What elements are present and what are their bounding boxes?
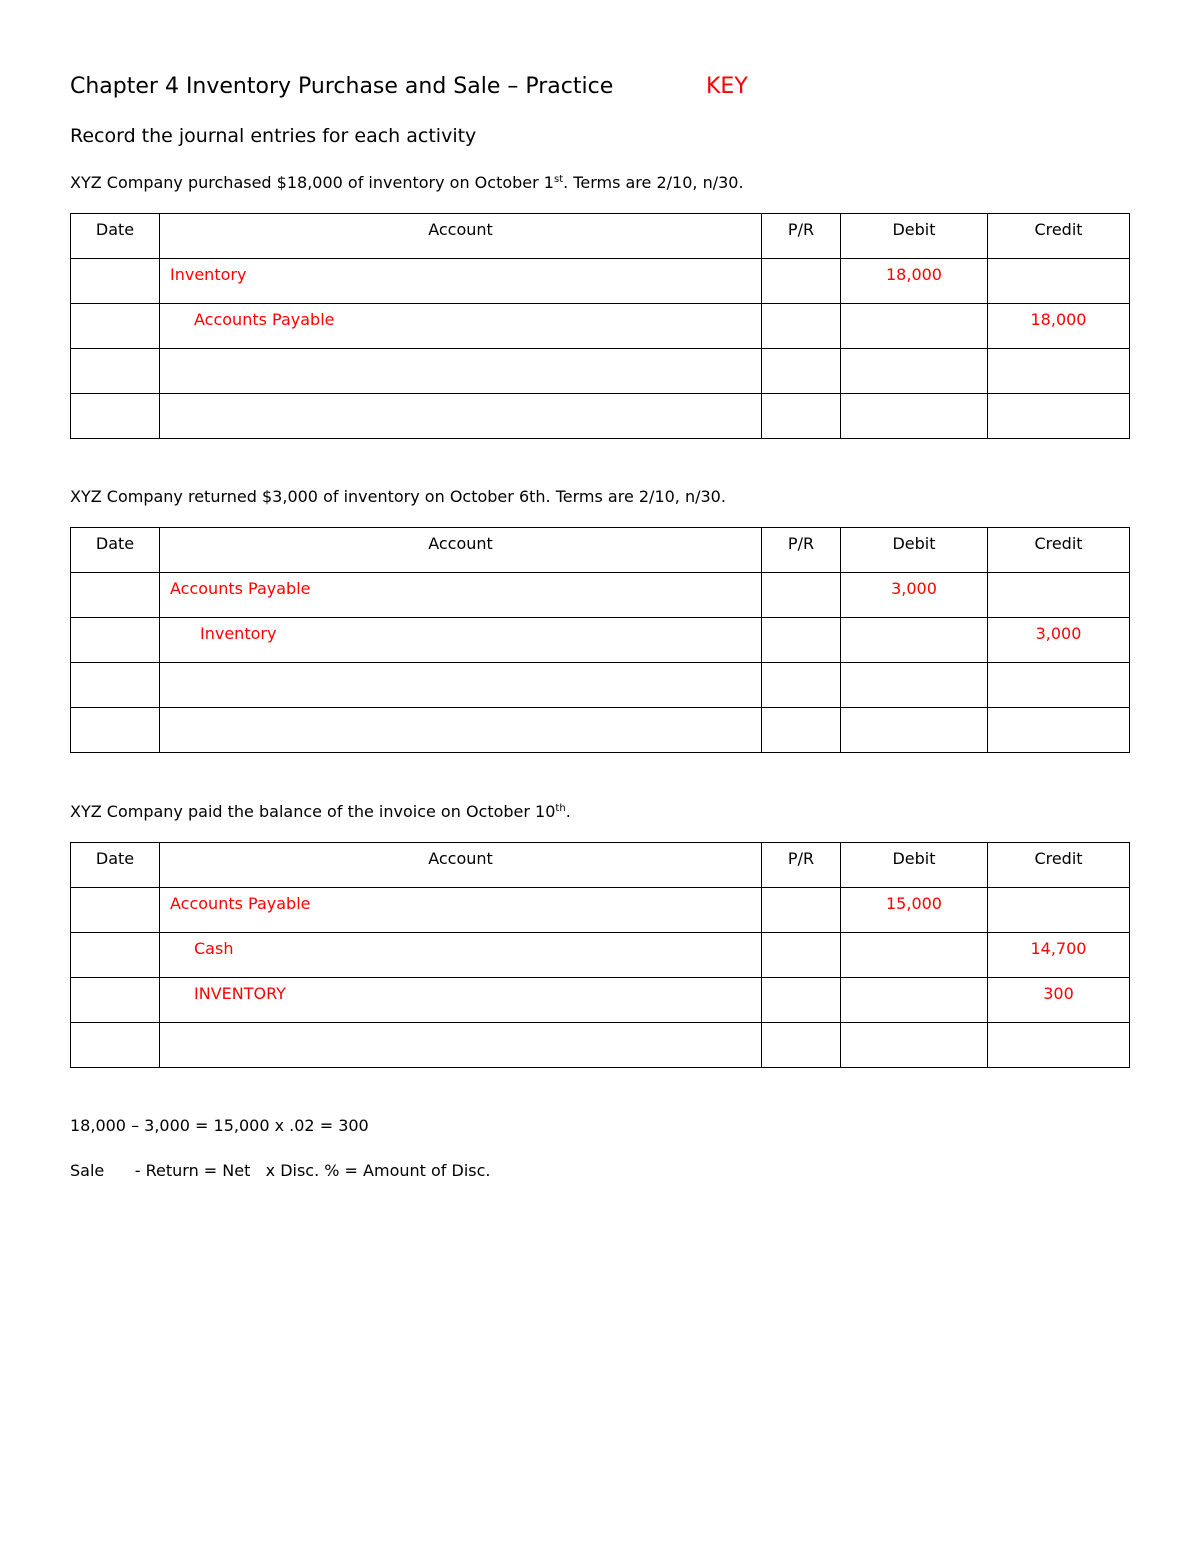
journal-table-1 [70,213,1130,439]
debit-cell [841,304,988,349]
table-row [71,618,1130,663]
account-cell [160,1023,762,1068]
column-header-pr: P/R [762,214,841,259]
credit-cell: 3,000 [988,618,1130,663]
table-row [71,708,1130,753]
debit-cell [841,1023,988,1068]
account-cell: Accounts Payable [160,888,762,933]
debit-cell: 15,000 [841,888,988,933]
entry-2-prompt: XYZ Company returned $3,000 of inventory on October 6th. Terms are 2/10, n/30. [70,487,726,506]
pr-cell [762,349,841,394]
pr-cell [762,708,841,753]
column-header-account: Account [160,843,762,888]
credit-cell [988,888,1130,933]
account-cell: Cash [160,933,762,978]
pr-cell [762,259,841,304]
table-row [71,259,1130,304]
pr-cell [762,304,841,349]
pr-cell [762,618,841,663]
debit-cell: 18,000 [841,259,988,304]
instructions: Record the journal entries for each activity [70,125,477,147]
column-header-credit: Credit [988,214,1130,259]
journal-table-3 [70,842,1130,1068]
pr-cell [762,663,841,708]
column-header-credit: Credit [988,528,1130,573]
table-row [71,304,1130,349]
debit-cell [841,394,988,439]
header-row [71,843,1130,888]
date-cell [71,394,160,439]
account-cell [160,349,762,394]
table-row [71,888,1130,933]
credit-cell: 300 [988,978,1130,1023]
column-header-date: Date [71,214,160,259]
pr-cell [762,394,841,439]
key-label: KEY [706,74,748,99]
column-header-debit: Debit [841,214,988,259]
account-cell: Inventory [160,259,762,304]
column-header-date: Date [71,528,160,573]
column-header-date: Date [71,843,160,888]
column-header-pr: P/R [762,528,841,573]
date-cell [71,708,160,753]
date-cell [71,618,160,663]
table-row [71,978,1130,1023]
calculation-formula: Sale - Return = Net x Disc. % = Amount of Disc. [70,1161,491,1180]
table-row [71,663,1130,708]
pr-cell [762,978,841,1023]
date-cell [71,933,160,978]
account-cell [160,663,762,708]
column-header-credit: Credit [988,843,1130,888]
credit-cell: 14,700 [988,933,1130,978]
column-header-debit: Debit [841,528,988,573]
pr-cell [762,1023,841,1068]
credit-cell [988,663,1130,708]
pr-cell [762,933,841,978]
credit-cell [988,1023,1130,1068]
pr-cell [762,888,841,933]
credit-cell: 18,000 [988,304,1130,349]
debit-cell [841,708,988,753]
entry-1-prompt: XYZ Company purchased $18,000 of inventory on October 1st. Terms are 2/10, n/30. [70,173,744,192]
date-cell [71,573,160,618]
account-cell: Inventory [160,618,762,663]
debit-cell [841,618,988,663]
column-header-account: Account [160,214,762,259]
account-cell: Accounts Payable [160,304,762,349]
journal-table-2 [70,527,1130,753]
account-cell [160,708,762,753]
pr-cell [762,573,841,618]
date-cell [71,978,160,1023]
date-cell [71,304,160,349]
date-cell [71,349,160,394]
account-cell: Accounts Payable [160,573,762,618]
date-cell [71,1023,160,1068]
header-row [71,528,1130,573]
debit-cell [841,349,988,394]
account-cell: INVENTORY [160,978,762,1023]
table-row [71,933,1130,978]
column-header-debit: Debit [841,843,988,888]
debit-cell: 3,000 [841,573,988,618]
debit-cell [841,663,988,708]
debit-cell [841,933,988,978]
credit-cell [988,349,1130,394]
account-cell [160,394,762,439]
page-title: Chapter 4 Inventory Purchase and Sale – Practice [70,74,614,99]
date-cell [71,259,160,304]
debit-cell [841,978,988,1023]
credit-cell [988,394,1130,439]
table-row [71,394,1130,439]
credit-cell [988,259,1130,304]
column-header-account: Account [160,528,762,573]
table-row [71,573,1130,618]
date-cell [71,663,160,708]
table-row [71,349,1130,394]
credit-cell [988,573,1130,618]
header-row [71,214,1130,259]
entry-3-prompt: XYZ Company paid the balance of the invoice on October 10th. [70,802,571,821]
column-header-pr: P/R [762,843,841,888]
date-cell [71,888,160,933]
credit-cell [988,708,1130,753]
calculation-line: 18,000 – 3,000 = 15,000 x .02 = 300 [70,1116,369,1135]
table-row [71,1023,1130,1068]
